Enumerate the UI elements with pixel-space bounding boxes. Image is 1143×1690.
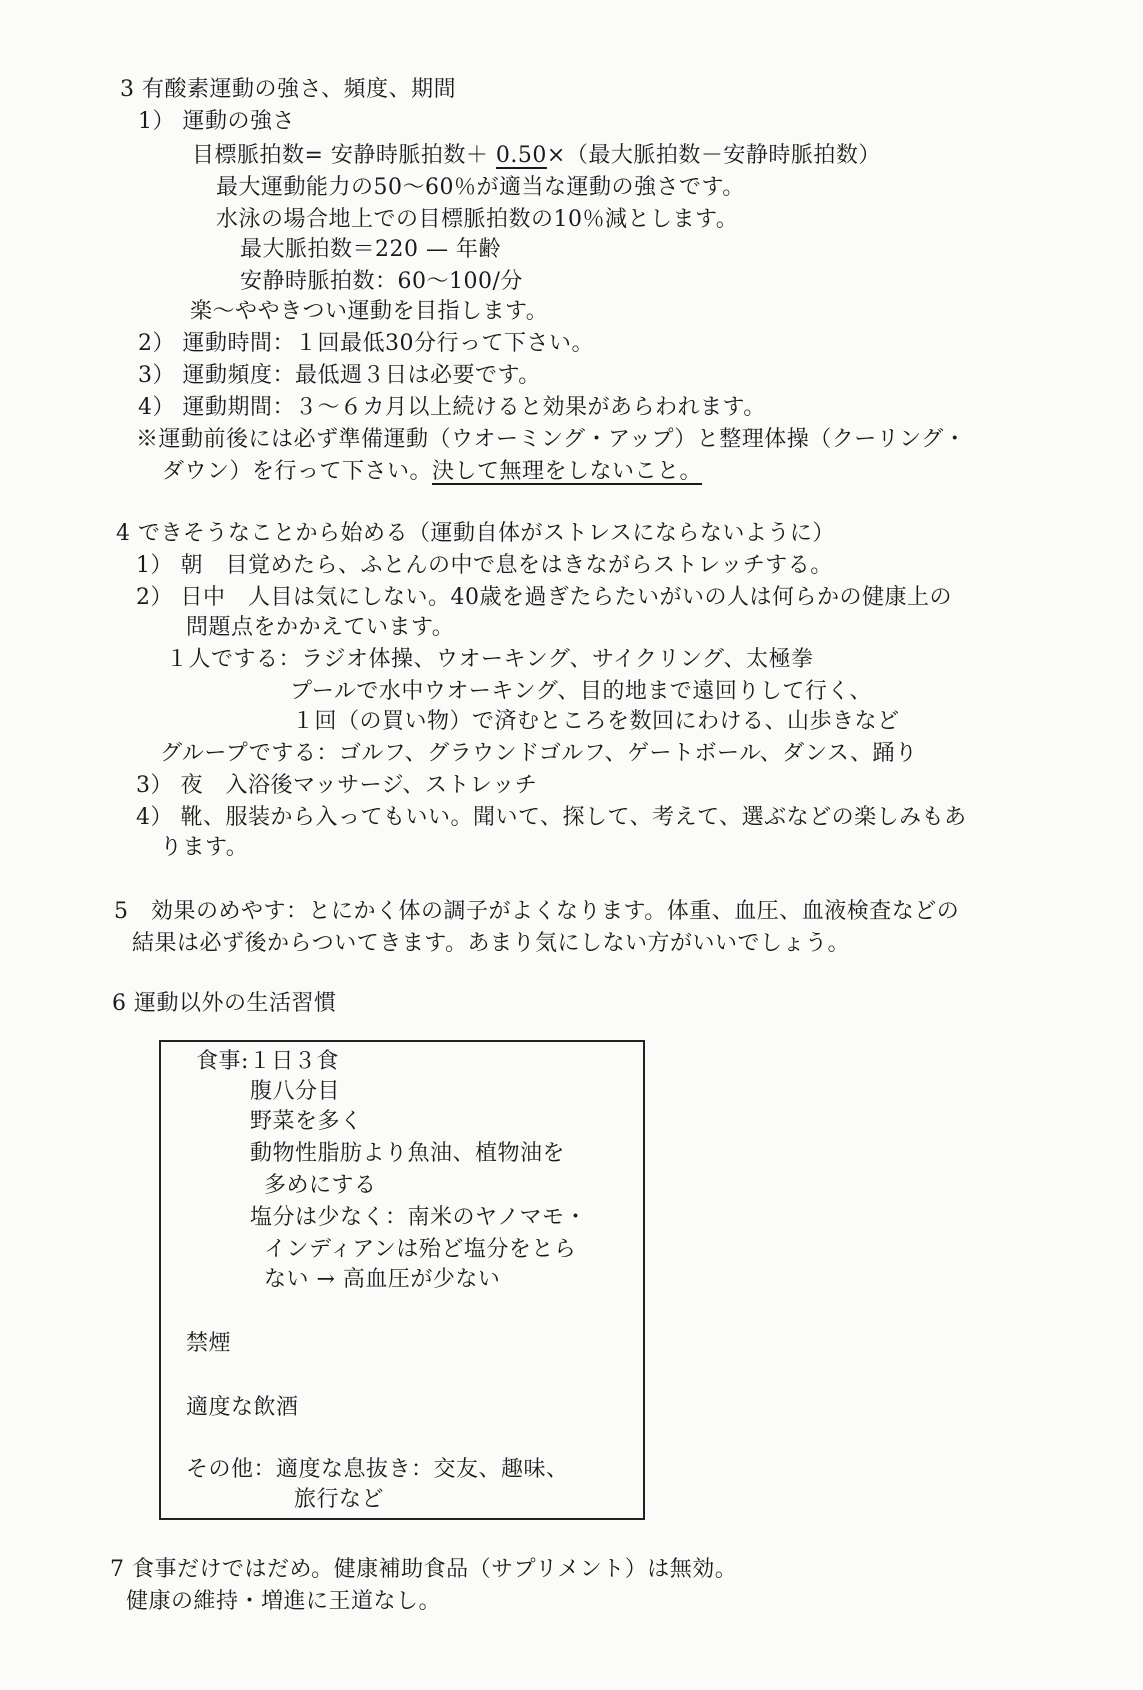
resting-pulse-line: 安静時脈拍数：60～100/分 — [240, 269, 523, 294]
section-3-heading: 3 有酸素運動の強さ、頻度、期間 — [120, 77, 457, 102]
box-meal-item-4-line-3: ない → 高血圧が少ない — [264, 1267, 501, 1292]
warmup-note-text: ダウン）を行って下さい。 — [162, 459, 433, 484]
box-meal-item-3-line-1: 動物性脂肪より魚油、植物油を — [250, 1141, 566, 1166]
section-5-line-1: 5 効果のめやす：とにかく体の調子がよくなります。体重、血圧、血液検査などの — [114, 899, 960, 924]
target-pulse-formula — [192, 142, 881, 170]
target-exercise-line: 楽～ややきつい運動を目指します。 — [190, 299, 549, 324]
solo-activities-line-1: １人でする：ラジオ体操、ウオーキング、サイクリング、太極拳 — [166, 647, 814, 672]
section-3-item-4: 4） 運動期間：３～６カ月以上続けると効果があらわれます。 — [138, 395, 766, 420]
section-4-item-3: 3） 夜 入浴後マッサージ、ストレッチ — [136, 773, 538, 798]
box-meal-item-1: 腹八分目 — [250, 1079, 341, 1104]
no-overexertion-note: 決して無理をしないこと。 — [432, 459, 703, 484]
solo-activities-line-2: プールで水中ウオーキング、目的地まで遠回りして行く、 — [290, 679, 872, 704]
box-meal-item-4-line-2: インディアンは殆ど塩分をとら — [264, 1237, 577, 1262]
section-4-item-2-line-1: 2） 日中 人目は気にしない。40歳を過ぎたらたいがいの人は何らかの健康上の — [136, 585, 952, 610]
intensity-line: 最大運動能力の50～60％が適当な運動の強さです。 — [216, 175, 745, 200]
warmup-note-line-2 — [162, 458, 702, 486]
solo-activities-line-3: １回（の買い物）で済むところを数回にわける、山歩きなど — [292, 709, 900, 734]
formula-coefficient: 0.50 — [495, 143, 547, 168]
swimming-line: 水泳の場合地上での目標脈拍数の10％減とします。 — [216, 207, 739, 232]
section-3-item-1-title: 1） 運動の強さ — [138, 109, 295, 134]
box-meal: 食事:１日３食 — [196, 1049, 339, 1074]
section-4-heading: 4 できそうなことから始める（運動自体がストレスにならないように） — [116, 521, 835, 546]
group-activities-line: グループでする：ゴルフ、グラウンドゴルフ、ゲートボール、ダンス、踊り — [160, 741, 918, 766]
max-pulse-line: 最大脈拍数＝220 — 年齢 — [240, 237, 501, 262]
section-7-line-1: 7 食事だけではだめ。健康補助食品（サプリメント）は無効。 — [110, 1557, 738, 1582]
warmup-note-line-1: ※運動前後には必ず準備運動（ウオーミング・アップ）と整理体操（クーリング・ — [136, 427, 967, 452]
section-3-item-2: 2） 運動時間：１回最低30分行って下さい。 — [138, 331, 594, 356]
section-6-heading: 6 運動以外の生活習慣 — [112, 991, 337, 1016]
section-3-item-3: 3） 運動頻度：最低週３日は必要です。 — [138, 363, 541, 388]
section-4-item-4-line-1: 4） 靴、服装から入ってもいい。聞いて、探して、考えて、選ぶなどの楽しみもあ — [136, 805, 967, 830]
box-no-smoking: 禁煙 — [186, 1331, 232, 1356]
section-4-item-1: 1） 朝 目覚めたら、ふとんの中で息をはきながらストレッチする。 — [136, 553, 833, 578]
section-5-line-2: 結果は必ず後からついてきます。あまり気にしない方がいいでしょう。 — [132, 931, 851, 956]
box-meal-item-2: 野菜を多く — [250, 1109, 363, 1134]
section-4-item-4-line-2: ります。 — [160, 835, 249, 860]
box-meal-item-3-line-2: 多めにする — [264, 1173, 377, 1198]
formula-part-c: ×（最大脈拍数－安静時脈拍数） — [546, 143, 881, 168]
box-meal-item-4-line-1: 塩分は少なく：南米のヤノマモ・ — [250, 1205, 588, 1230]
formula-part-a: 目標脈拍数= 安静時脈拍数＋ — [192, 143, 496, 168]
section-7-line-2: 健康の維持・増進に王道なし。 — [126, 1589, 442, 1614]
box-moderate-drinking: 適度な飲酒 — [186, 1395, 299, 1420]
section-4-item-2-line-2: 問題点をかかえています。 — [186, 615, 455, 640]
box-other-line-2: 旅行など — [294, 1487, 385, 1512]
box-other-line-1: その他：適度な息抜き：交友、趣味、 — [186, 1457, 569, 1482]
